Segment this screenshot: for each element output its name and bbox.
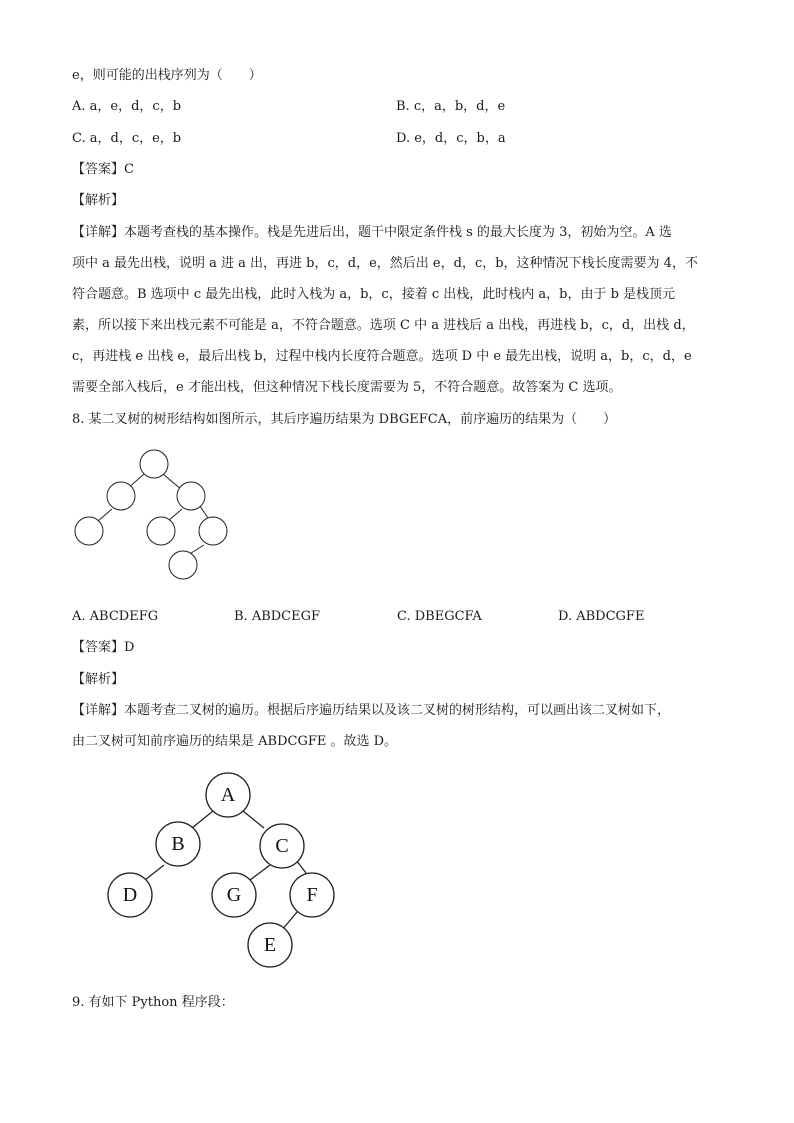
q7-detail-line: c，再进栈 e 出栈 e，最后出栈 b，过程中栈内长度符合题意。选项 D 中 e 最先出栈，说明 a，b，c，d，e (72, 349, 692, 364)
q8-tree-figure-labeled (100, 768, 350, 973)
q7-analysis-label: 【解析】 (72, 193, 125, 208)
tree-node-empty (75, 517, 103, 545)
tree-node-empty (199, 517, 227, 545)
tree-node-label-a: A (220, 784, 236, 806)
tree-node-label-c: C (275, 835, 289, 857)
q9-stem: 9. 有如下 Python 程序段： (72, 995, 234, 1010)
q7-option-b: B. c，a，b，d，e (396, 99, 506, 114)
q8-stem: 8. 某二叉树的树形结构如图所示，其后序遍历结果为 DBGEFCA，前序遍历的结果为（ ） (72, 412, 617, 427)
tree-node-empty (147, 517, 175, 545)
q8-option-a: A. ABCDEFG (72, 609, 159, 624)
tree-node-empty (169, 551, 197, 579)
q8-answer: 【答案】D (72, 640, 135, 655)
tree-node-label-e: E (263, 934, 277, 956)
q8-option-d: D. ABDCGFE (558, 609, 645, 624)
tree-node-empty (107, 482, 135, 510)
q7-detail-line: 需要全部入栈后，e 才能出栈，但这种情况下栈长度需要为 5，不符合题意。故答案为 C 选项。 (72, 380, 622, 395)
tree-node-label-f: F (306, 884, 318, 906)
q7-option-a: A. a，e，d，c，b (72, 99, 182, 114)
q8-analysis-label: 【解析】 (72, 672, 125, 687)
q7-option-c: C. a，d，c，e，b (72, 131, 182, 146)
q8-option-b: B. ABDCEGF (234, 609, 321, 624)
q8-detail-line: 【详解】本题考查二叉树的遍历。根据后序遍历结果以及该二叉树的树形结构，可以画出该二叉树如下， (72, 703, 671, 718)
tree-node-label-d: D (122, 884, 138, 906)
q7-detail-line: 符合题意。B 选项中 c 最先出栈，此时入栈为 a，b，c，接着 c 出栈，此时栈内 a，b，由于 b 是栈顶元 (72, 287, 676, 302)
tree-node-label-b: B (171, 833, 185, 855)
q7-detail-line: 【详解】本题考查栈的基本操作。栈是先进后出，题干中限定条件栈 s 的最大长度为 3，初始为空。A 选 (72, 225, 672, 240)
tree-node-label-g: G (226, 884, 242, 906)
q8-tree-figure-unlabeled (70, 446, 240, 586)
q7-detail-line: 素，所以接下来出栈元素不可能是 a，不符合题意。选项 C 中 a 进栈后 a 出栈，再进栈 b，c，d，出栈 d， (72, 318, 695, 333)
q7-answer: 【答案】C (72, 162, 134, 177)
q7-detail-line: 项中 a 最先出栈，说明 a 进 a 出，再进 b，c，d，e，然后出 e，d，c，b，这种情况下栈长度需要为 4，不 (72, 256, 698, 271)
q7-option-d: D. e，d，c，b，a (396, 131, 506, 146)
q7-stem-end: e，则可能的出栈序列为（ ） (72, 68, 262, 83)
q8-detail-line: 由二叉树可知前序遍历的结果是 ABDCGFE 。故选 D。 (72, 734, 398, 749)
q8-option-c: C. DBEGCFA (397, 609, 482, 624)
tree-node-empty (140, 450, 168, 478)
tree-node-empty (177, 482, 205, 510)
